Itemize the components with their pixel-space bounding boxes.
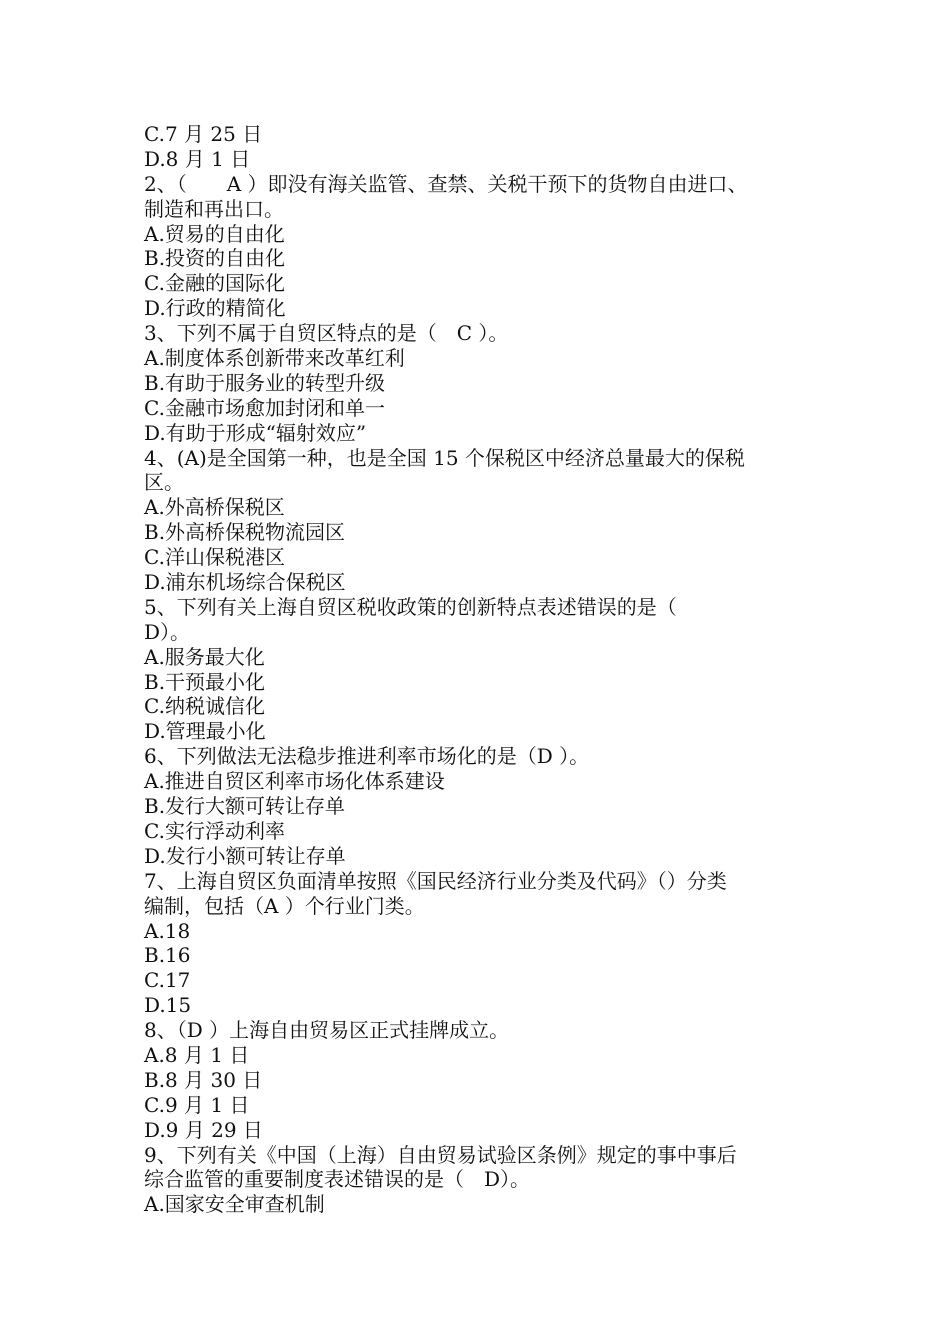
option-line: D.浦东机场综合保税区 [144,570,346,595]
question-line: 9、下列有关《中国（上海）自由贸易试验区条例》规定的事中事后 [144,1142,737,1167]
option-line: D.有助于形成“辐射效应” [144,420,367,445]
question-line: 2、（ A ）即没有海关监管、查禁、关税干预下的货物自由进口、 [144,171,748,196]
question-line: 区。 [144,470,184,495]
option-line: B.发行大额可转让存单 [144,794,346,819]
option-line: C.金融的国际化 [144,271,285,296]
option-line: B.16 [144,943,191,968]
option-line: B.投资的自由化 [144,246,286,271]
option-line: A.推进自贸区利率市场化体系建设 [144,769,445,794]
question-line: 综合监管的重要制度表述错误的是（ D）。 [144,1167,531,1192]
question-line: 8、（D ）上海自由贸易区正式挂牌成立。 [144,1018,510,1043]
question-line: 7、上海自贸区负面清单按照《国民经济行业分类及代码》（）分类 [144,868,727,893]
option-line: A.服务最大化 [144,644,265,669]
option-line: D.管理最小化 [144,719,266,744]
option-line: C.7 月 25 日 [144,122,263,146]
option-line: B.有助于服务业的转型升级 [144,370,386,395]
option-line: A.8 月 1 日 [144,1042,250,1067]
option-line: D.9 月 29 日 [144,1117,263,1142]
option-line: C.金融市场愈加封闭和单一 [144,395,385,420]
option-line: C.9 月 1 日 [144,1092,250,1117]
question-line: D）。 [144,619,191,644]
option-line: C.实行浮动利率 [144,818,285,843]
question-line: 6、下列做法无法稳步推进利率市场化的是（D ）。 [144,744,590,769]
option-line: C.洋山保税港区 [144,545,285,570]
option-line: A.18 [144,918,191,943]
option-line: B.干预最小化 [144,669,266,694]
option-line: C.17 [144,968,191,993]
option-line: C.纳税诚信化 [144,694,265,719]
question-line: 制造和再出口。 [144,196,284,221]
quiz-text-body [144,122,834,1217]
option-line: D.8 月 1 日 [144,146,251,171]
option-line: A.国家安全审查机制 [144,1192,325,1217]
option-line: A.外高桥保税区 [144,495,285,520]
question-line: 4、(A)是全国第一种，也是全国 15 个保税区中经济总量最大的保税 [144,445,745,470]
option-line: A.贸易的自由化 [144,221,285,246]
option-line: B.8 月 30 日 [144,1067,263,1092]
option-line: D.发行小额可转让存单 [144,843,346,868]
option-line: D.15 [144,993,192,1018]
question-line: 3、下列不属于自贸区特点的是（ C ）。 [144,321,509,346]
option-line: D.行政的精简化 [144,296,286,321]
question-line: 编制，包括（A ）个行业门类。 [144,893,425,918]
option-line: B.外高桥保税物流园区 [144,520,346,545]
question-line: 5、下列有关上海自贸区税收政策的创新特点表述错误的是（ [144,594,677,619]
option-line: A.制度体系创新带来改革红利 [144,346,405,371]
